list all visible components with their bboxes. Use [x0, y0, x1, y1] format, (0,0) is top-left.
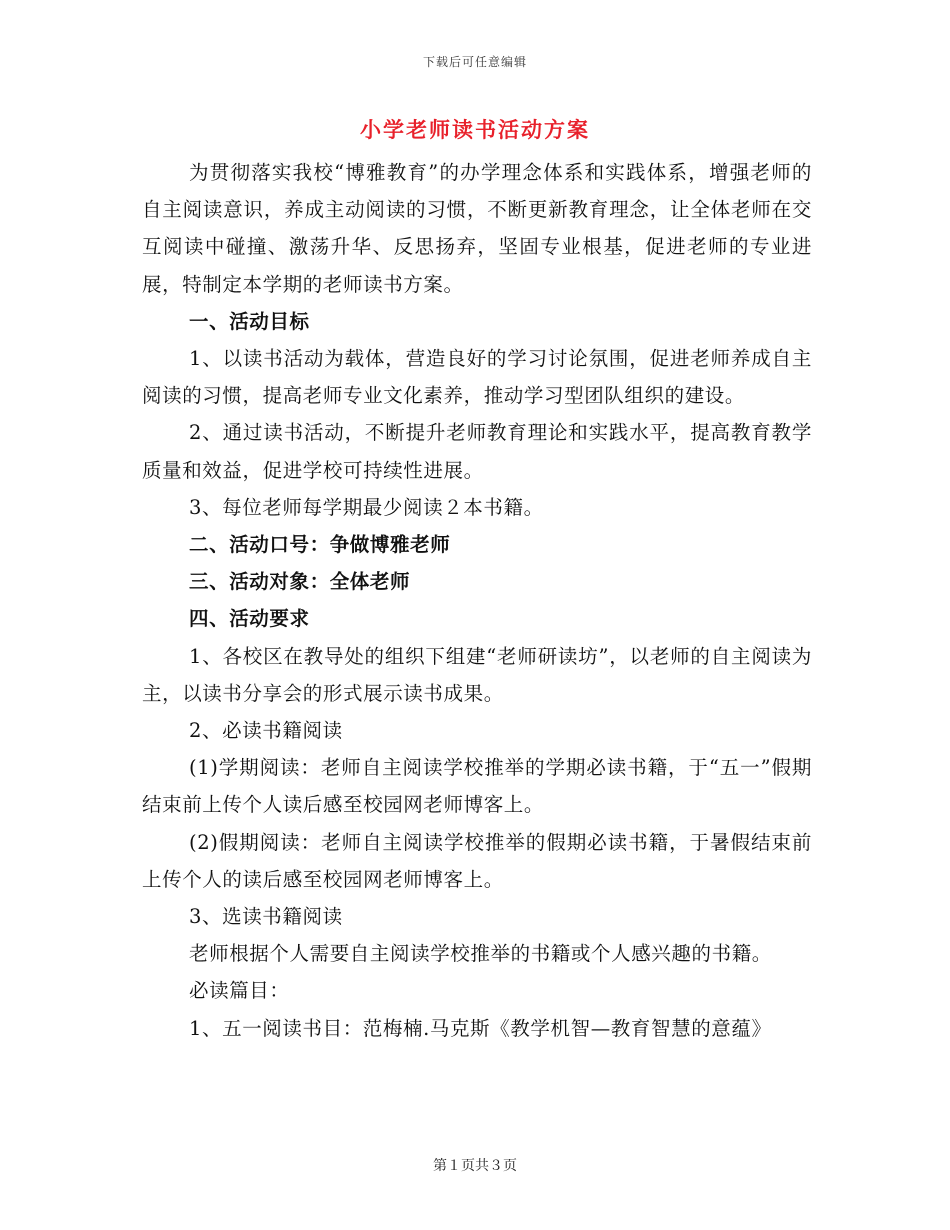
requirement-item-1: 1、各校区在教导处的组织下组建“老师研读坊”，以老师的自主阅读为主，以读书分享会的形式展示读书成果。: [142, 644, 812, 705]
goal-item-3: 3、每位老师每学期最少阅读２本书籍。: [189, 495, 544, 519]
intro-paragraph: 为贯彻落实我校“博雅教育”的办学理念体系和实践体系，增强老师的自主阅读意识，养成主动阅读的习惯，不断更新教育理念，让全体老师在交互阅读中碰撞、激荡升华、反思扬弃，坚固专业根基，促进老师的专业进展，特制定本学期的老师读书方案。: [142, 161, 812, 296]
requirement-item-2: 2、必读书籍阅读: [189, 719, 343, 743]
goal-item-1: 1、以读书活动为载体，营造良好的学习讨论氛围，促进老师养成自主阅读的习惯，提高老师专业文化素养，推动学习型团队组织的建设。: [142, 347, 812, 408]
section-heading-goals: 一、活动目标: [189, 309, 310, 333]
required-list-heading: 必读篇目：: [189, 979, 290, 1003]
page-number: 第１页共３页: [433, 1158, 517, 1174]
required-list-item-1: 1、五一阅读书目：范梅楠.马克斯《教学机智—教育智慧的意蕴》: [189, 1016, 772, 1040]
requirement-item-3: 3、选读书籍阅读: [189, 905, 343, 929]
elective-description: 老师根据个人需要自主阅读学校推举的书籍或个人感兴趣的书籍。: [189, 942, 772, 966]
document-title: 小学老师读书活动方案: [360, 117, 590, 142]
section-heading-audience: 三、活动对象：全体老师: [189, 570, 411, 594]
requirement-subitem-2: (2)假期阅读：老师自主阅读学校推举的假期必读书籍，于暑假结束前上传个人的读后感至校园网老师博客上。: [142, 830, 812, 891]
document-body: [142, 154, 812, 1047]
section-heading-slogan: 二、活动口号：争做博雅老师: [189, 533, 451, 557]
goal-item-2: 2、通过读书活动，不断提升老师教育理论和实践水平，提高教育教学质量和效益，促进学校可持续性进展。: [142, 421, 812, 482]
requirement-subitem-1: (1)学期阅读：老师自主阅读学校推举的学期必读书籍，于“五一”假期结束前上传个人读后感至校园网老师博客上。: [142, 756, 812, 817]
section-heading-requirements: 四、活动要求: [189, 607, 310, 631]
header-note: 下载后可任意编辑: [422, 55, 527, 69]
